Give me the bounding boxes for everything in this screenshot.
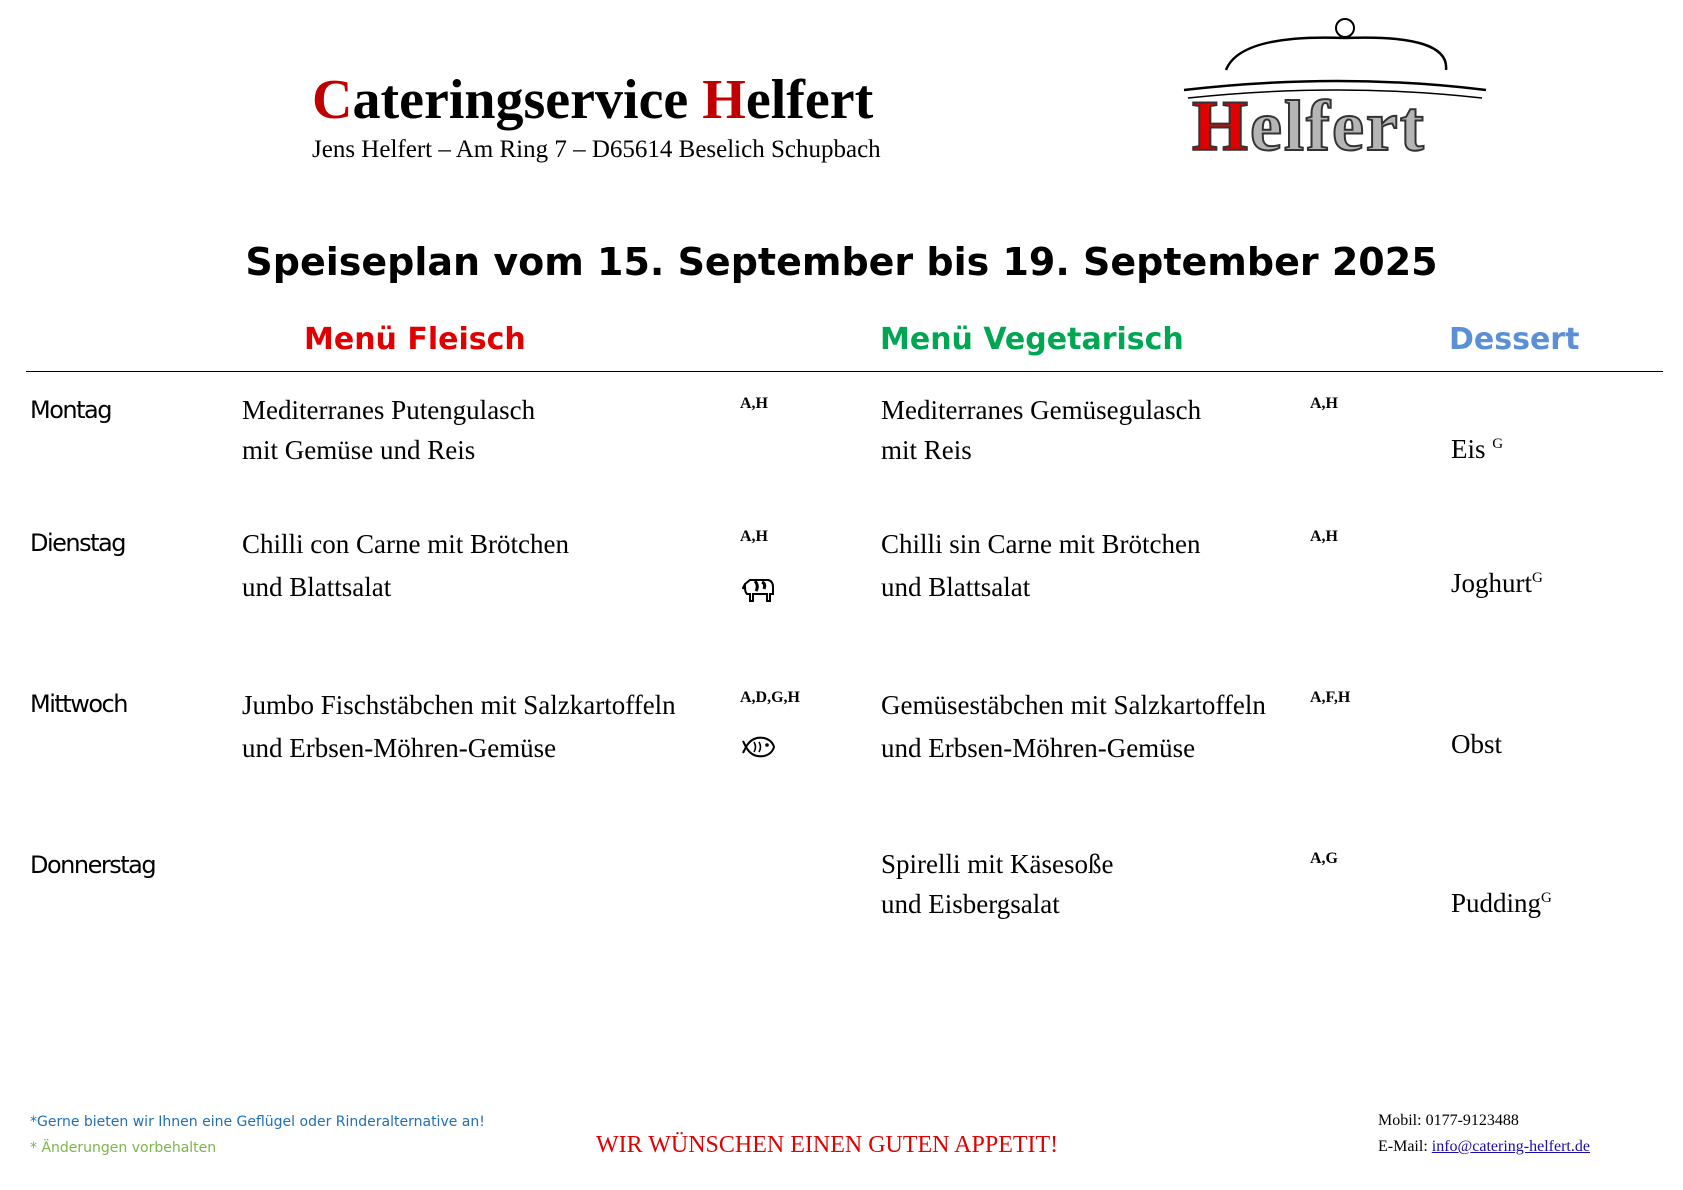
day-label-dienstag: Dienstag <box>30 529 125 557</box>
dish-line: und Eisbergsalat <box>881 889 1060 919</box>
dish-line: Mediterranes Gemüsegulasch <box>881 395 1202 425</box>
day-label-donnerstag: Donnerstag <box>30 851 156 879</box>
dish-line: Chilli sin Carne mit Brötchen <box>881 529 1201 559</box>
column-heading-vegetarisch: Menü Vegetarisch <box>880 322 1184 357</box>
allergens-fleisch-montag: A,H <box>740 395 768 412</box>
dish-fleisch-dienstag <box>242 523 569 609</box>
dish-line: Spirelli mit Käsesoße <box>881 849 1114 879</box>
dish-line: Jumbo Fischstäbchen mit Salzkartoffeln <box>242 690 676 720</box>
dish-veg-montag <box>881 390 1201 470</box>
dish-line: Gemüsestäbchen mit Salzkartoffeln <box>881 690 1266 720</box>
dish-line: und Blattsalat <box>881 572 1031 602</box>
dish-veg-donnerstag <box>881 844 1113 924</box>
dish-line: und Erbsen-Möhren-Gemüse <box>881 733 1196 763</box>
dish-line: Chilli con Carne mit Brötchen <box>242 529 569 559</box>
allergens-veg-donnerstag: A,G <box>1310 850 1338 867</box>
footer-note-alternative: *Gerne bieten wir Ihnen eine Geflügel oder Rinderalternative an! <box>30 1114 485 1130</box>
dish-fleisch-montag <box>242 390 535 470</box>
page-title: Speiseplan vom 15. September bis 19. September 2025 <box>245 240 1438 284</box>
allergens-veg-montag: A,H <box>1310 395 1338 412</box>
footer-appetit: WIR WÜNSCHEN EINEN GUTEN APPETIT! <box>596 1132 1059 1158</box>
dish-line: Mediterranes Putengulasch <box>242 395 536 425</box>
allergens-dessert-dienstag: G <box>1532 570 1543 586</box>
company-address: Jens Helfert – Am Ring 7 – D65614 Beselich Schupbach <box>312 136 881 163</box>
dish-fleisch-mittwoch <box>242 684 676 770</box>
dish-veg-mittwoch <box>881 684 1266 770</box>
column-heading-fleisch: Menü Fleisch <box>304 322 526 357</box>
dish-line: und Blattsalat <box>242 572 392 602</box>
allergens-veg-dienstag: A,H <box>1310 528 1338 545</box>
contact-email: E-Mail: info@catering-helfert.de <box>1378 1138 1590 1155</box>
allergens-fleisch-mittwoch: A,D,G,H <box>740 689 800 706</box>
dessert-dienstag: Joghurt$^G$ <box>1451 568 1543 598</box>
dessert-montag: Eis $^G$ <box>1451 434 1504 464</box>
allergens-veg-mittwoch: A,F,H <box>1310 689 1351 706</box>
fish-icon <box>742 732 776 762</box>
day-label-montag: Montag <box>30 396 111 424</box>
footer-note-changes: * Änderungen vorbehalten <box>30 1140 217 1156</box>
email-link[interactable]: info@catering-helfert.de <box>1431 1138 1590 1155</box>
header-divider <box>26 371 1663 372</box>
dessert-mittwoch: Obst <box>1451 729 1503 759</box>
column-heading-dessert: Dessert <box>1449 322 1580 357</box>
dish-veg-dienstag <box>881 523 1200 609</box>
logo-wordmark: Helfert <box>1192 86 1426 166</box>
allergens-dessert-donnerstag: G <box>1541 890 1552 906</box>
dish-line: mit Reis <box>881 435 972 465</box>
company-name: Cateringservice Helfert <box>312 69 874 131</box>
dish-line: mit Gemüse und Reis <box>242 435 476 465</box>
helfert-logo <box>1180 14 1500 164</box>
dish-line: und Erbsen-Möhren-Gemüse <box>242 733 557 763</box>
day-label-mittwoch: Mittwoch <box>30 690 127 718</box>
allergens-fleisch-dienstag: A,H <box>740 528 768 545</box>
dessert-donnerstag: Pudding$^G$ <box>1451 888 1552 918</box>
cow-icon <box>742 574 776 604</box>
contact-mobile: Mobil: 0177-9123488 <box>1378 1112 1519 1129</box>
allergens-dessert-montag: G <box>1492 436 1504 452</box>
